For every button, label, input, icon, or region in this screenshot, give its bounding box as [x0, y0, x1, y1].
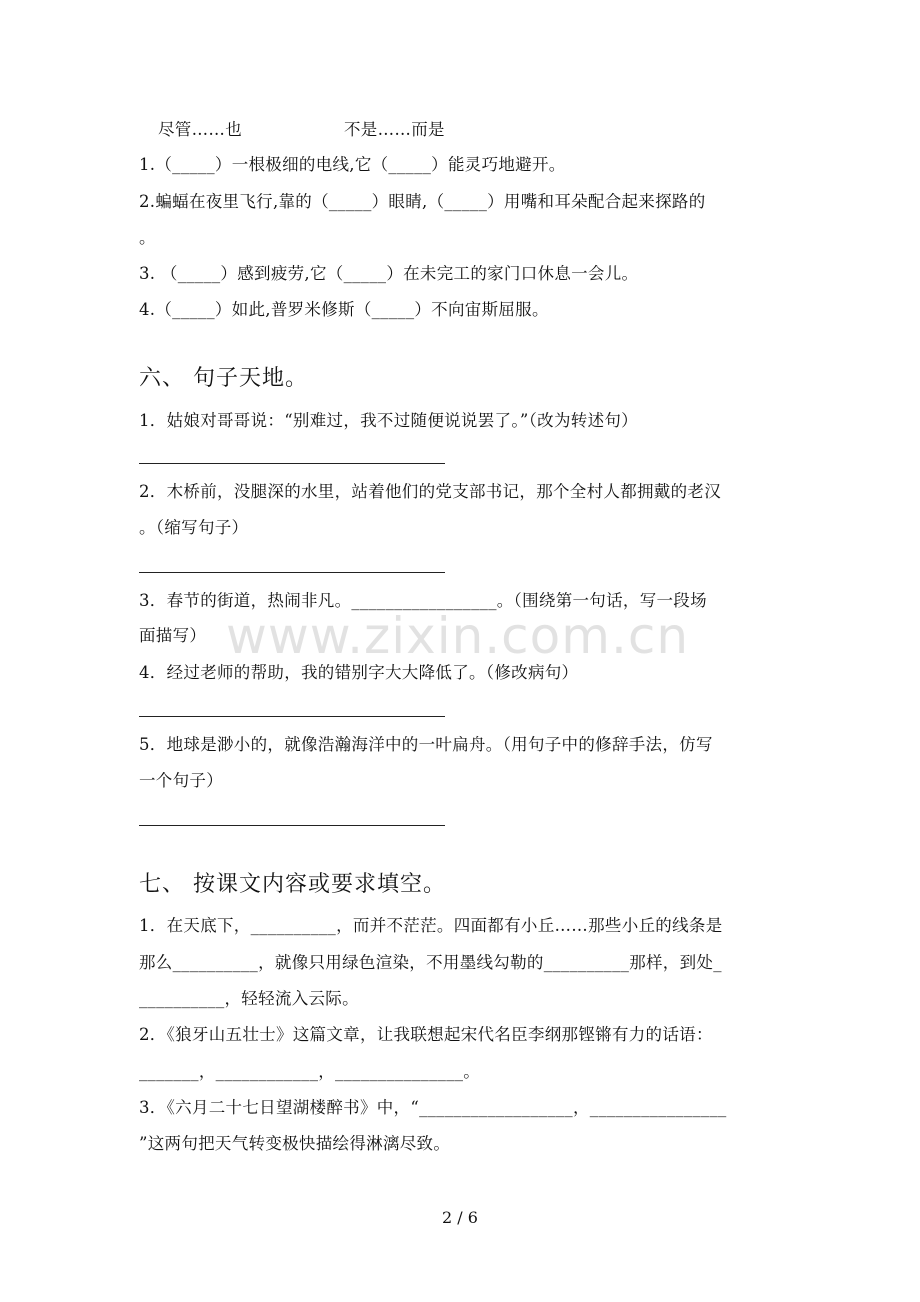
conj-option-right: 不是……而是 [344, 120, 445, 139]
conj-item-1: 1.（_____）一根极细的电线,它（_____）能灵巧地避开。 [139, 155, 566, 174]
s6-answer-line-1 [139, 463, 445, 464]
s7-question-3-cont: ”这两句把天气转变极快描绘得淋漓尽致。 [139, 1134, 451, 1153]
s6-answer-line-4 [139, 716, 445, 717]
s7-question-1-cont-a: 那么__________，就像只用绿色渲染，不用墨线勾勒的__________那样，到处_ [139, 953, 722, 972]
conj-item-2: 2.蝙蝠在夜里飞行,靠的（_____）眼睛,（_____）用嘴和耳朵配合起来探路的 [139, 192, 706, 211]
watermark-text: www.zixin.com.cn [226, 607, 690, 665]
conj-item-2-cont: 。 [139, 228, 156, 247]
s7-question-2-cont: _______，____________，_______________。 [139, 1062, 481, 1081]
section-7-title: 七、 按课文内容或要求填空。 [139, 872, 446, 897]
s7-question-1-cont-b: __________，轻轻流入云际。 [139, 989, 359, 1008]
conj-option-left: 尽管……也 [158, 120, 242, 139]
s7-question-2: 2．《狼牙山五壮士》这篇文章，让我联想起宋代名臣李纲那铿锵有力的话语： [139, 1025, 713, 1044]
s6-question-4: 4．经过老师的帮助，我的错别字大大降低了。（修改病句） [139, 663, 579, 682]
s6-answer-line-2 [139, 572, 445, 573]
s6-question-3-cont: 面描写） [139, 626, 207, 645]
conj-item-3: 3. （_____）感到疲劳,它（_____）在未完工的家门口休息一会儿。 [139, 264, 639, 283]
s6-question-2-cont: 。（缩写句子） [139, 518, 249, 537]
section-6-title: 六、 句子天地。 [139, 366, 308, 391]
conj-item-4: 4.（_____）如此,普罗米修斯（_____）不向宙斯屈服。 [139, 300, 549, 319]
page-number: 2 / 6 [442, 1208, 478, 1227]
s6-question-1: 1．姑娘对哥哥说：“别难过，我不过随便说说罢了。”（改为转述句） [139, 411, 638, 430]
s6-question-3: 3．春节的街道，热闹非凡。_________________。（围绕第一句话，写一段场 [139, 591, 707, 610]
s6-answer-line-5 [139, 825, 445, 826]
s6-question-5: 5．地球是渺小的，就像浩瀚海洋中的一叶扁舟。（用句子中的修辞手法，仿写 [139, 735, 713, 754]
s6-question-5-cont: 一个句子） [139, 771, 223, 790]
s6-question-2: 2．木桥前，没腿深的水里，站着他们的党支部书记，那个全村人都拥戴的老汉 [139, 482, 721, 501]
s7-question-3: 3．《六月二十七日望湖楼醉书》中，“__________________，________________ [139, 1098, 727, 1117]
s7-question-1: 1．在天底下，__________，而并不茫茫。四面都有小丘……那些小丘的线条是 [139, 916, 723, 935]
